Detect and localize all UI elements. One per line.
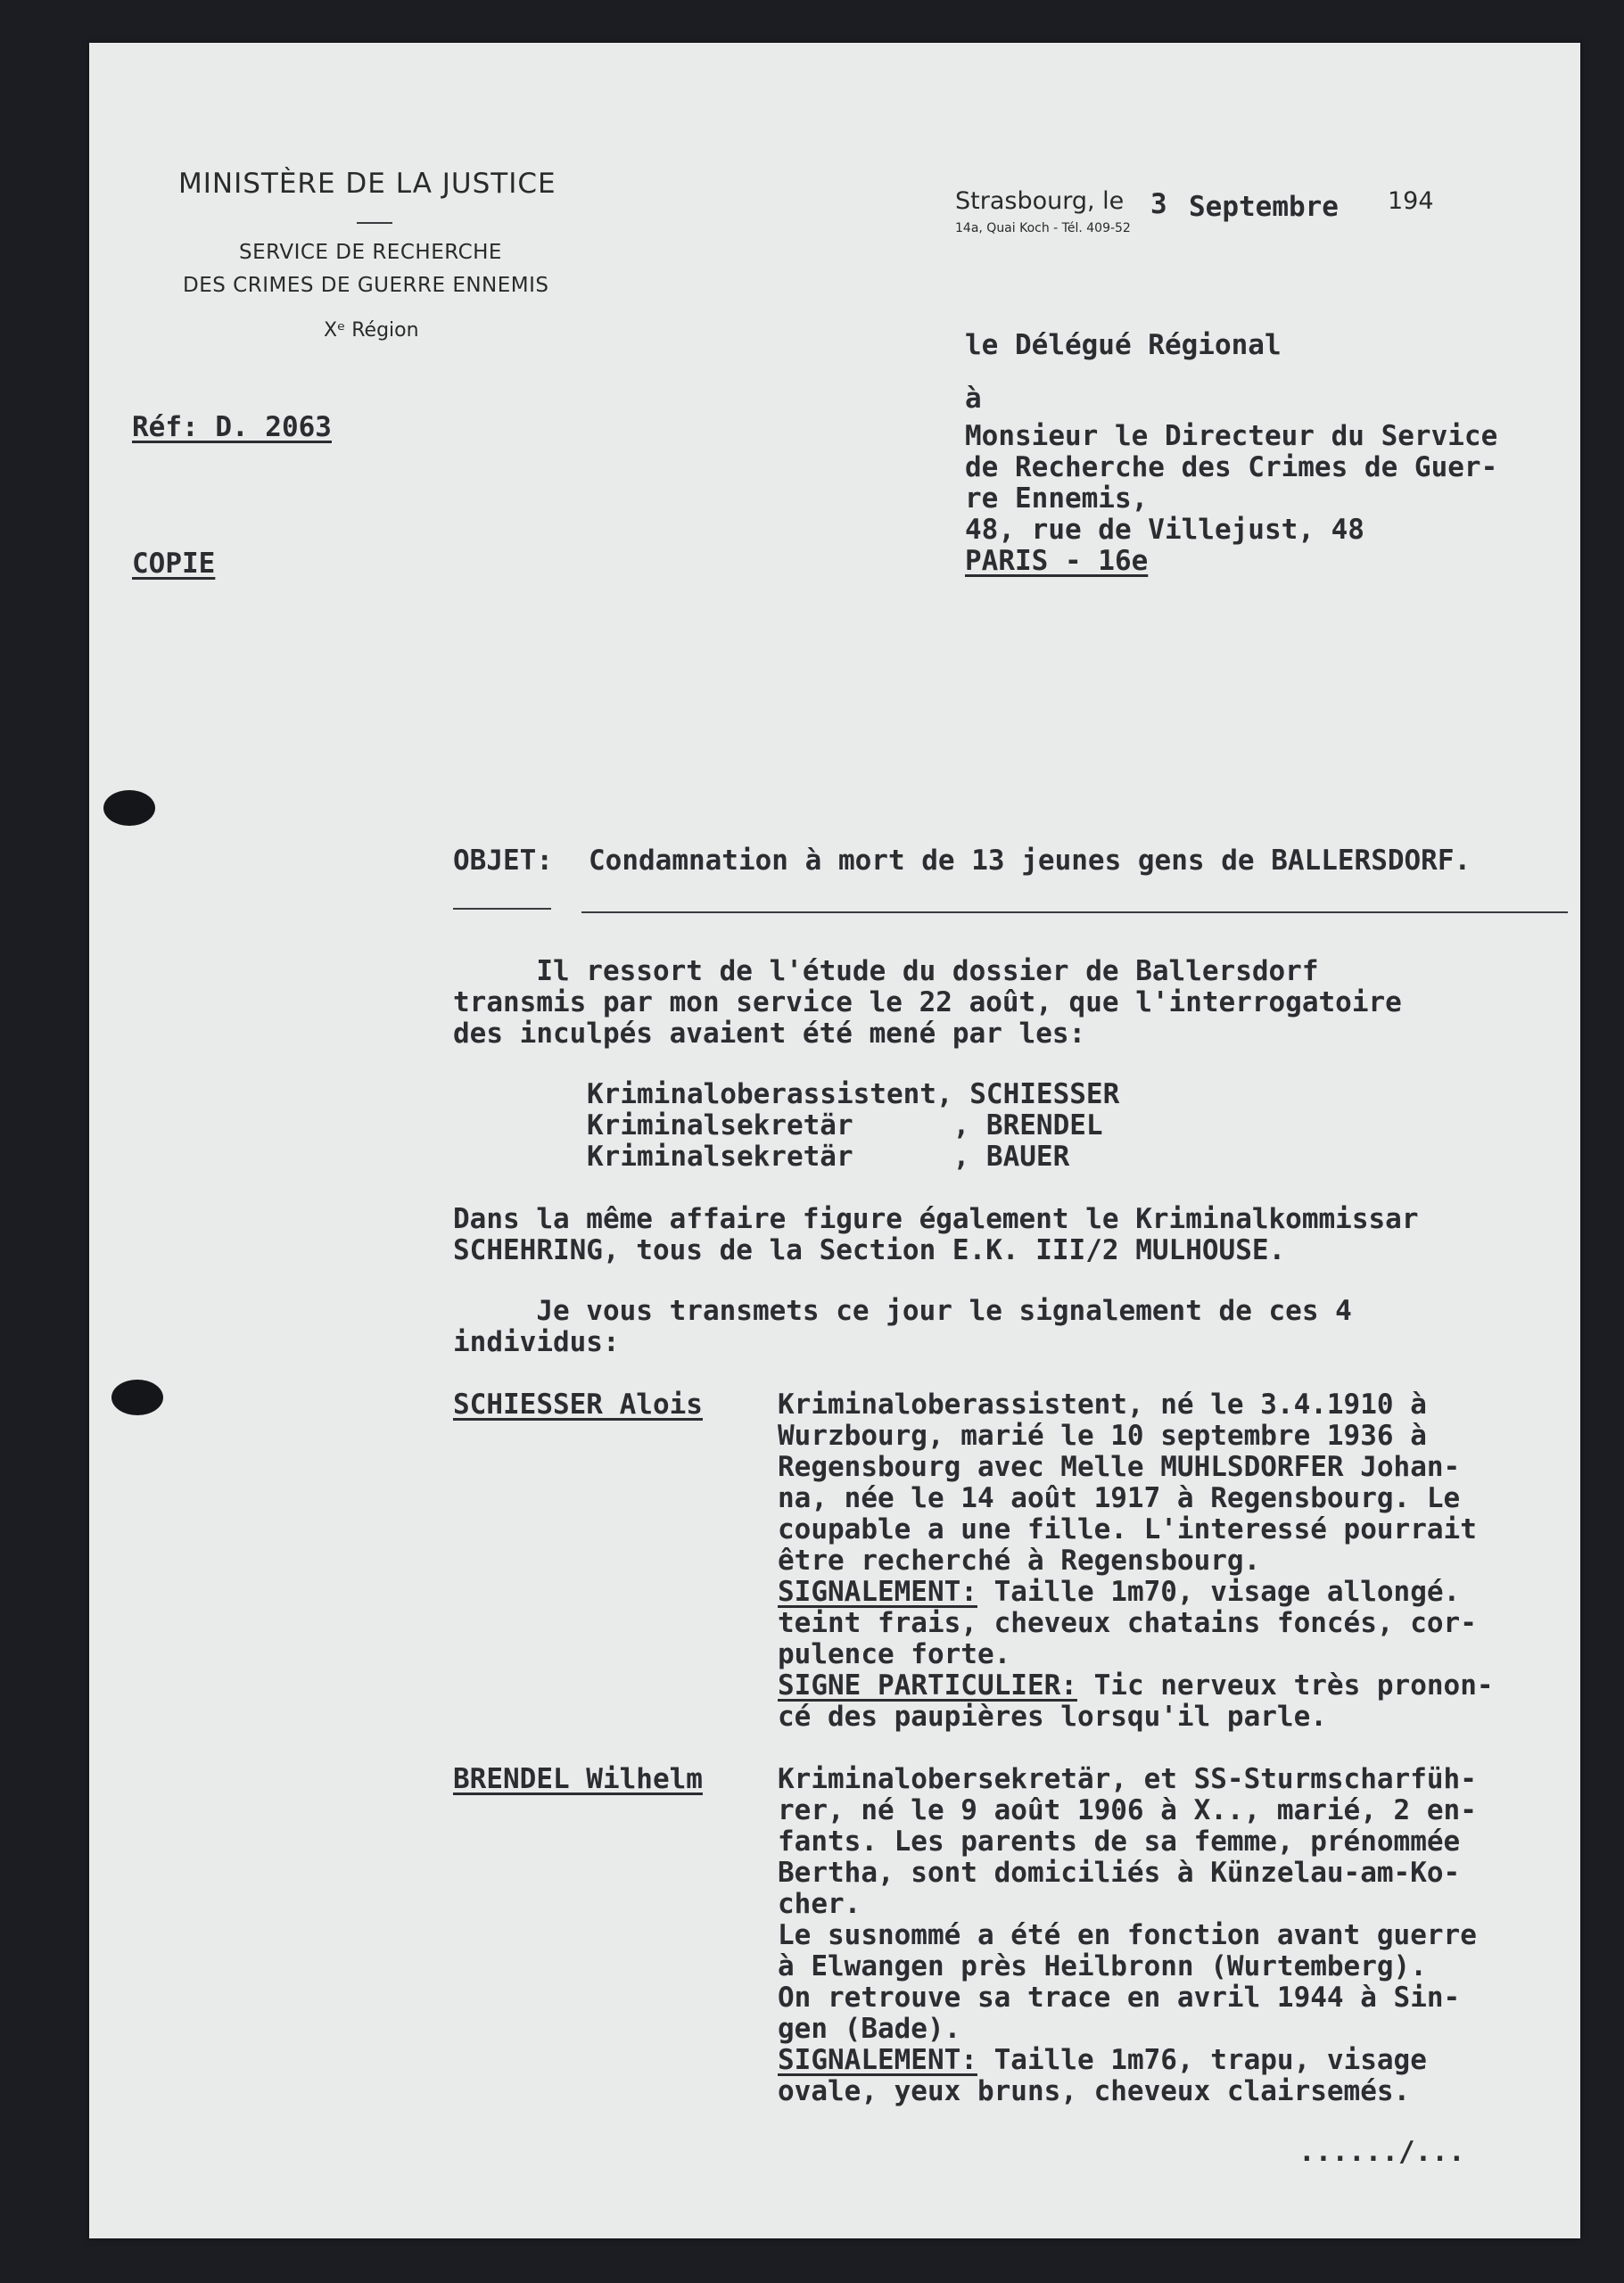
signalement-label: SIGNALEMENT: (778, 1576, 977, 1608)
person-detail-line: Bertha, sont domiciliés à Künzelau-am-Ko- (778, 1857, 1461, 1889)
person-detail-line: coupable a une fille. L'interessé pourrait (778, 1513, 1477, 1545)
recipient-line-3: re Ennemis, (965, 482, 1149, 515)
signalement-label: SIGNALEMENT: (778, 2044, 977, 2076)
reference-number: Réf: D. 2063 (132, 411, 332, 443)
recipient-line-1: Monsieur le Directeur du Service (965, 420, 1498, 452)
recipient-a: à (965, 383, 982, 415)
date-day: 3 (1150, 188, 1167, 220)
body-para3-line1: Je vous transmets ce jour le signalement de ces 4 (453, 1295, 1352, 1327)
punch-hole (103, 790, 155, 826)
person-name: BRENDEL Wilhelm (453, 1763, 703, 1795)
region: Xᵉ Région (324, 319, 419, 342)
person-detail-line: cher. (778, 1888, 861, 1920)
punch-hole (111, 1380, 163, 1415)
signalement-text: teint frais, cheveux chatains foncés, cor- (778, 1607, 1477, 1639)
officer-list-item: Kriminalsekretär , BRENDEL (587, 1109, 1103, 1142)
date-year: 194 (1388, 187, 1434, 215)
person-detail-line: Le susnommé a été en fonction avant guerre (778, 1919, 1477, 1951)
continuation-mark: ....../... (1298, 2136, 1465, 2168)
officer-list-item: Kriminaloberassistent, SCHIESSER (587, 1078, 1120, 1110)
signalement-text: pulence forte. (778, 1638, 1011, 1670)
body-para1-line1: Il ressort de l'étude du dossier de Ballersdorf (453, 955, 1319, 987)
person-detail-line: à Elwangen près Heilbronn (Wurtemberg). (778, 1950, 1427, 1982)
service-line-1: SERVICE DE RECHERCHE (239, 241, 502, 264)
person-detail-line: rer, né le 9 août 1906 à X.., marié, 2 en- (778, 1794, 1477, 1826)
recipient-line-4: 48, rue de Villejust, 48 (965, 514, 1364, 546)
letterhead-divider (357, 222, 392, 224)
person-detail-line: Regensbourg avec Melle MUHLSDORFER Johan- (778, 1451, 1461, 1483)
particulier-text: Tic nerveux très pronon- (1076, 1669, 1494, 1702)
person-detail-line: Kriminalobersekretär, et SS-Sturmscharfüh- (778, 1763, 1477, 1795)
subject-underline-left (453, 908, 551, 910)
person-detail-line: Kriminaloberassistent, né le 3.4.1910 à (778, 1389, 1427, 1421)
body-para1-line2: transmis par mon service le 22 août, que l'interrogatoire (453, 986, 1402, 1018)
subject-text: Condamnation à mort de 13 jeunes gens de BALLERSDORF. (589, 845, 1471, 877)
particulier-line (778, 1670, 1494, 1702)
service-line-2: DES CRIMES DE GUERRE ENNEMIS (183, 274, 549, 297)
person-detail-line: fants. Les parents de sa femme, prénommée (778, 1826, 1461, 1858)
person-name: SCHIESSER Alois (453, 1389, 703, 1421)
sender: le Délégué Régional (965, 329, 1282, 361)
date-month: Septembre (1189, 191, 1339, 223)
signalement-line (778, 1577, 1460, 1608)
signalement-line (778, 2045, 1427, 2076)
subject-label: OBJET: (453, 845, 553, 877)
person-detail-line: On retrouve sa trace en avril 1944 à Sin- (778, 1982, 1461, 2014)
recipient-line-2: de Recherche des Crimes de Guer- (965, 451, 1498, 483)
person-detail-line: na, née le 14 août 1917 à Regensbourg. Le (778, 1482, 1461, 1514)
officer-list-item: Kriminalsekretär , BAUER (587, 1141, 1070, 1173)
signalement-text: ovale, yeux bruns, cheveux clairsemés. (778, 2075, 1411, 2107)
date-city: Strasbourg, le (955, 187, 1125, 215)
office-address: 14a, Quai Koch - Tél. 409-52 (955, 221, 1131, 235)
copy-label: COPIE (132, 548, 216, 580)
person-detail-line: Wurzbourg, marié le 10 septembre 1936 à (778, 1420, 1427, 1452)
particulier-label: SIGNE PARTICULIER: (778, 1669, 1077, 1702)
signalement-text: Taille 1m70, visage allongé. (977, 1576, 1461, 1608)
signalement-text: Taille 1m76, trapu, visage (977, 2044, 1427, 2076)
body-para2-line2: SCHEHRING, tous de la Section E.K. III/2 MULHOUSE. (453, 1234, 1286, 1266)
particulier-text: cé des paupières lorsqu'il parle. (778, 1701, 1327, 1733)
body-para1-line3: des inculpés avaient été mené par les: (453, 1018, 1086, 1050)
body-para3-line2: individus: (453, 1326, 620, 1358)
subject-underline-right (581, 911, 1568, 913)
recipient-line-5: PARIS - 16e (965, 545, 1149, 577)
body-para2-line1: Dans la même affaire figure également le Kriminalkommissar (453, 1203, 1419, 1235)
person-detail-line: gen (Bade). (778, 2013, 961, 2045)
ministry-name: MINISTÈRE DE LA JUSTICE (178, 168, 556, 200)
person-detail-line: être recherché à Regensbourg. (778, 1545, 1261, 1577)
